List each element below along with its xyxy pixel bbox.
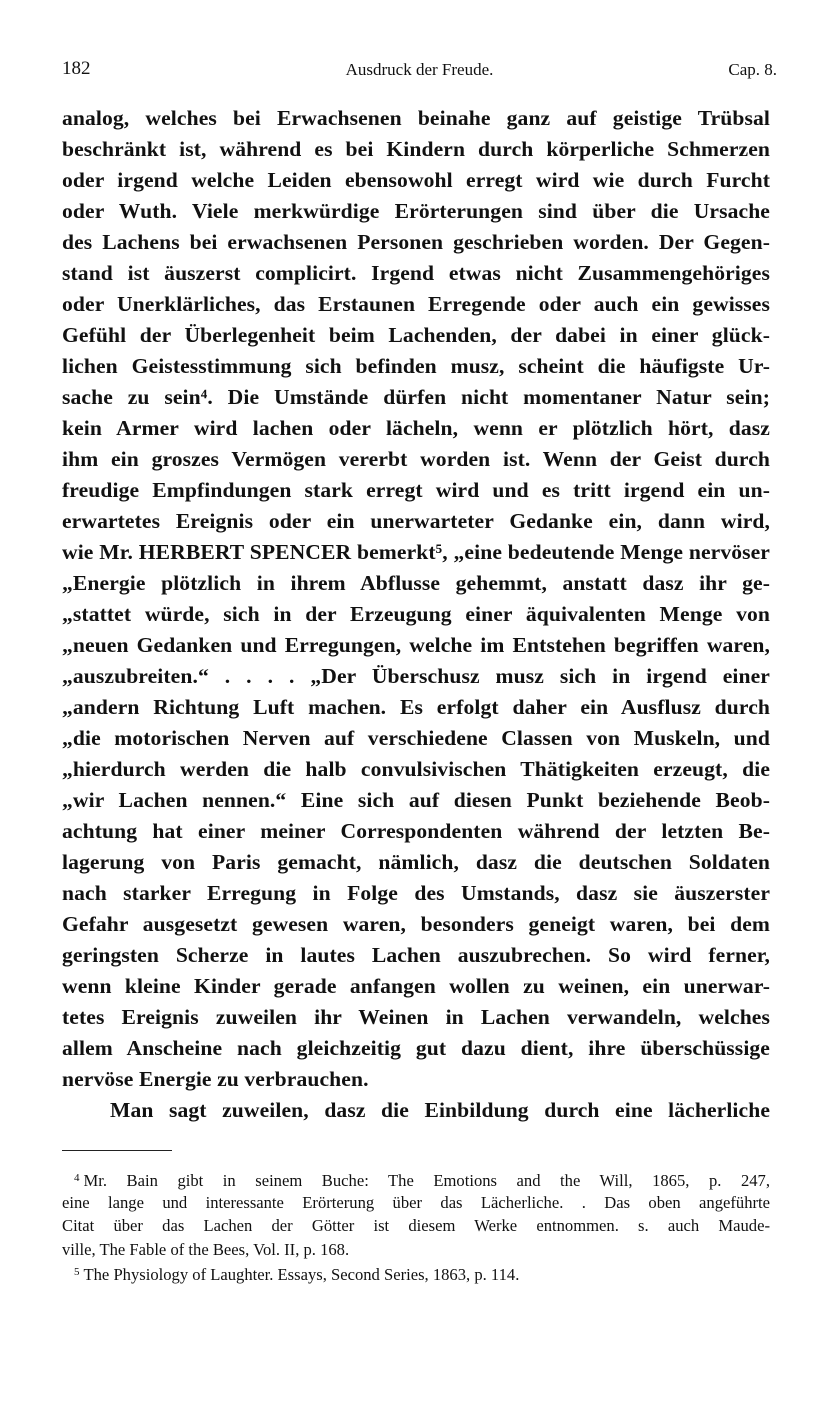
paragraph-start-line: Man sagt zuweilen, dasz die Einbildung durch eine lächerliche (110, 1098, 770, 1122)
footnote-mark: 5 (74, 1266, 80, 1278)
footnote-4-line (62, 1167, 770, 1191)
text-line: wenn kleine Kinder gerade anfangen wollen zu weinen, ein unerwar- (62, 974, 770, 998)
footnote-4-line: Citat über das Lachen der Götter ist diesem Werke entnommen. s. auch Maude- (62, 1216, 770, 1235)
running-title: Ausdruck der Freude. (345, 60, 494, 79)
text-line: „stattet würde, sich in der Erzeugung einer äquivalenten Menge von (62, 602, 770, 626)
text-line: beschränkt ist, während es bei Kindern durch körperliche Schmerzen (62, 137, 770, 161)
footnote-5-line (62, 1261, 770, 1285)
footnote-text: The Physiology of Laughter. Essays, Second Series, 1863, p. 114. (83, 1265, 520, 1284)
paragraph-last-line: nervöse Energie zu verbrauchen. (62, 1067, 369, 1091)
text-line: erwartetes Ereignis oder ein unerwarteter Gedanke ein, dann wird, (62, 509, 770, 533)
page-number: 182 (62, 58, 91, 79)
footnotes (62, 1167, 770, 1285)
chapter-label: Cap. 8. (728, 60, 777, 79)
text-line: „Energie plötzlich in ihrem Abflusse gehemmt, anstatt dasz ihr ge- (62, 571, 770, 595)
text-line: lagerung von Paris gemacht, nämlich, dasz die deutschen Soldaten (62, 850, 770, 874)
text-line: Gefahr ausgesetzt gewesen waren, besonders geneigt waren, bei dem (62, 912, 770, 936)
text-line: stand ist äuszerst complicirt. Irgend etwas nicht Zusammengehöriges (62, 261, 770, 285)
text-line: oder Wuth. Viele merkwürdige Erörterungen sind über die Ursache (62, 199, 770, 223)
footnote-4-line: ville, The Fable of the Bees, Vol. II, p. 168. (62, 1239, 350, 1259)
footnote-divider (62, 1150, 172, 1151)
text-line: „auszubreiten.“ . . . . „Der Überschusz musz sich in irgend einer (62, 664, 770, 688)
text-line: „hierdurch werden die halb convulsivischen Thätigkeiten erzeugt, die (62, 757, 770, 781)
footnote-text: Mr. Bain gibt in seinem Buche: The Emotions and the Will, 1865, p. 247, (83, 1171, 770, 1190)
text-line: geringsten Scherze in lautes Lachen auszubrechen. So wird ferner, (62, 943, 770, 967)
text-line: wie Mr. HERBERT SPENCER bemerkt⁵, „eine bedeutende Menge nervöser (62, 540, 770, 564)
text-line: tetes Ereignis zuweilen ihr Weinen in Lachen verwandeln, welches (62, 1005, 770, 1029)
text-line: des Lachens bei erwachsenen Personen geschrieben worden. Der Gegen- (62, 230, 770, 254)
text-line: „neuen Gedanken und Erregungen, welche im Entstehen begriffen waren, (62, 633, 770, 657)
text-line: nach starker Erregung in Folge des Umstands, dasz sie äuszerster (62, 881, 770, 905)
text-line: „wir Lachen nennen.“ Eine sich auf diesen Punkt beziehende Beob- (62, 788, 770, 812)
text-line: sache zu sein⁴. Die Umstände dürfen nicht momentaner Natur sein; (62, 385, 770, 409)
text-line: lichen Geistesstimmung sich befinden musz, scheint die häufigste Ur- (62, 354, 770, 378)
text-line: allem Anscheine nach gleichzeitig gut dazu dient, ihre überschüssige (62, 1036, 770, 1060)
text-line: Gefühl der Überlegenheit beim Lachenden, der dabei in einer glück- (62, 323, 770, 347)
text-line: ihm ein groszes Vermögen vererbt worden ist. Wenn der Geist durch (62, 447, 770, 471)
text-line: analog, welches bei Erwachsenen beinahe ganz auf geistige Trübsal (62, 106, 770, 130)
text-line: oder irgend welche Leiden ebensowohl erregt wird wie durch Furcht (62, 168, 770, 192)
footnote-mark: 4 (74, 1172, 80, 1184)
text-line: freudige Empfindungen stark erregt wird und es tritt irgend ein un- (62, 478, 770, 502)
text-line: „die motorischen Nerven auf verschiedene Classen von Muskeln, und (62, 726, 770, 750)
text-line: kein Armer wird lachen oder lächeln, wenn er plötzlich hört, dasz (62, 416, 770, 440)
text-line: achtung hat einer meiner Correspondenten während der letzten Be- (62, 819, 770, 843)
text-line: oder Unerklärliches, das Erstaunen Erregende oder auch ein gewisses (62, 292, 770, 316)
body-text (62, 103, 770, 1126)
page-header (62, 58, 777, 88)
text-line: „andern Richtung Luft machen. Es erfolgt daher ein Ausflusz durch (62, 695, 770, 719)
footnote-4-line: eine lange und interessante Erörterung über das Lächerliche. . Das oben angeführte (62, 1192, 770, 1212)
